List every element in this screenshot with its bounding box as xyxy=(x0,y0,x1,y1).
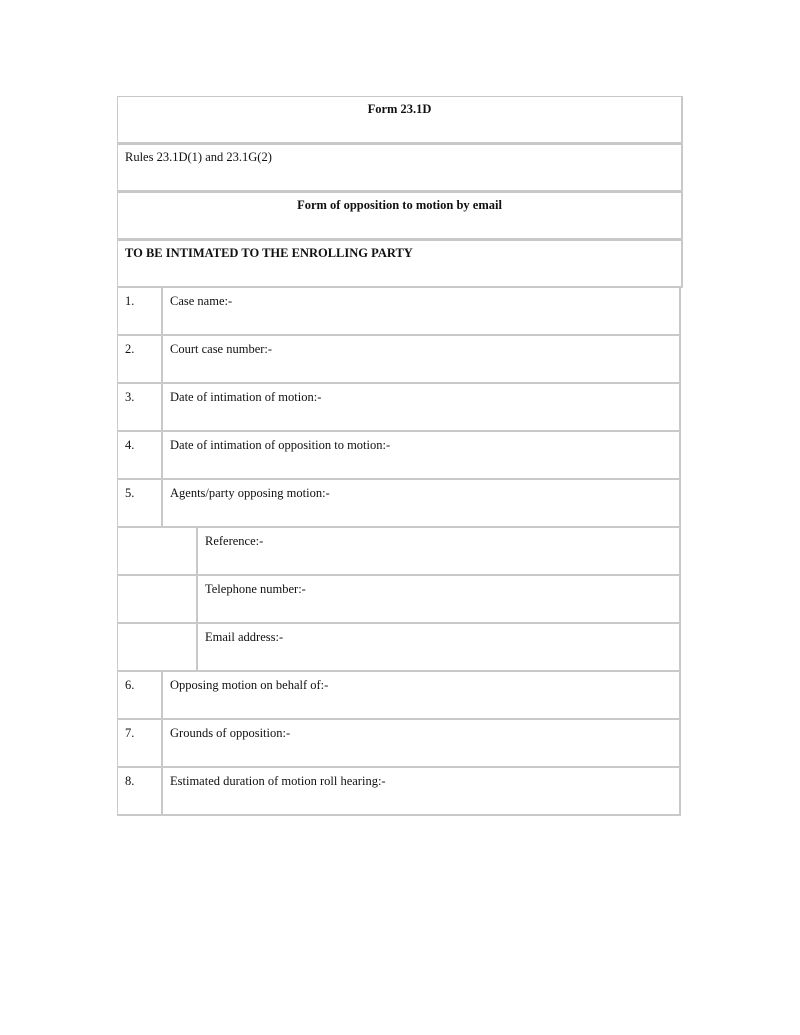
subitem-label: Reference:- xyxy=(205,534,264,548)
form-item-date-of-intimation-of-opposition xyxy=(117,432,681,480)
item-number: 8. xyxy=(118,768,163,814)
form-subtitle: Form of opposition to motion by email xyxy=(117,192,683,240)
form-23-1d xyxy=(117,96,683,816)
subitem-label: Email address:- xyxy=(205,630,284,644)
item-number: 5. xyxy=(118,480,163,526)
subitem-label: Telephone number:- xyxy=(205,582,306,596)
blank-cell xyxy=(118,624,198,670)
item-label: Agents/party opposing motion:- xyxy=(170,486,330,500)
item-label: Estimated duration of motion roll hearing:- xyxy=(170,774,386,788)
form-subitem-email-address xyxy=(117,624,681,672)
form-item-agents-party-opposing xyxy=(117,480,681,528)
form-subitem-reference xyxy=(117,528,681,576)
item-number: 2. xyxy=(118,336,163,382)
item-label: Date of intimation of motion:- xyxy=(170,390,322,404)
item-label: Date of intimation of opposition to motion:- xyxy=(170,438,391,452)
form-item-estimated-duration xyxy=(117,768,681,816)
item-label: Grounds of opposition:- xyxy=(170,726,291,740)
blank-cell xyxy=(118,576,198,622)
item-label: Court case number:- xyxy=(170,342,273,356)
form-item-date-of-intimation-of-motion xyxy=(117,384,681,432)
item-label: Opposing motion on behalf of:- xyxy=(170,678,329,692)
form-subitem-telephone-number xyxy=(117,576,681,624)
item-number: 1. xyxy=(118,288,163,334)
form-title: Form 23.1D xyxy=(117,96,683,144)
blank-cell xyxy=(118,528,198,574)
intimation-heading: TO BE INTIMATED TO THE ENROLLING PARTY xyxy=(117,240,683,288)
form-item-grounds-of-opposition xyxy=(117,720,681,768)
form-item-case-name xyxy=(117,288,681,336)
item-number: 7. xyxy=(118,720,163,766)
rules-reference: Rules 23.1D(1) and 23.1G(2) xyxy=(117,144,683,192)
item-number: 6. xyxy=(118,672,163,718)
item-label: Case name:- xyxy=(170,294,233,308)
form-item-court-case-number xyxy=(117,336,681,384)
item-number: 3. xyxy=(118,384,163,430)
form-item-opposing-on-behalf-of xyxy=(117,672,681,720)
item-number: 4. xyxy=(118,432,163,478)
